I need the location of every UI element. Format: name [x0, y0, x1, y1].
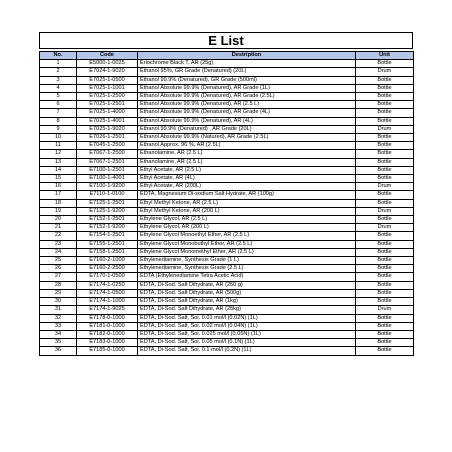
cell-unit: Bottle: [356, 142, 414, 150]
cell-no: 1: [40, 60, 77, 68]
table-row: [40, 322, 414, 330]
cell-unit: Drum: [356, 207, 414, 215]
cell-code: E7025-1-2500: [77, 93, 138, 101]
cell-no: 11: [40, 142, 77, 150]
cell-description: Ethyl Acetate, AR (200L): [138, 183, 356, 191]
cell-description: Ethyl Acetate, AR (4L): [138, 175, 356, 183]
cell-no: 23: [40, 240, 77, 248]
cell-unit: Bottle: [356, 84, 414, 92]
cell-unit: Bottle: [356, 298, 414, 306]
table-row: [40, 207, 414, 215]
cell-description: EDTA, Di-Sod. Salt, Sol. 0.02 mol/l (0.04N) (1L): [138, 322, 356, 330]
cell-code: E7160-2-1000: [77, 257, 138, 265]
cell-code: E7110-1-0100: [77, 191, 138, 199]
cell-no: 12: [40, 150, 77, 158]
table-row: [40, 281, 414, 289]
cell-description: Ethanol 99.9% (Denatured) , AR Grade (20L): [138, 125, 356, 133]
table-row: [40, 134, 414, 142]
cell-no: 8: [40, 117, 77, 125]
cell-no: 30: [40, 298, 77, 306]
cell-no: 2: [40, 68, 77, 76]
cell-description: Ethanol Absolute 99.9% (Denatured), AR (2.5 L): [138, 101, 356, 109]
cell-unit: Bottle: [356, 158, 414, 166]
table-row: [40, 216, 414, 224]
cell-description: EDTA (Ethylenediamine Tetra Acetic Acid): [138, 273, 356, 281]
cell-description: Ethylene Glycol, AR (2.5 L): [138, 216, 356, 224]
cell-description: Ethanol Absolute 99.9% (Denatured), AR Grade (1L): [138, 84, 356, 92]
cell-unit: Bottle: [356, 347, 414, 355]
cell-code: E7100-1-4001: [77, 175, 138, 183]
cell-code: E7025-1-4001: [77, 117, 138, 125]
cell-description: Eriochrome Black T, AR (25g): [138, 60, 356, 68]
cell-code: E7026-1-2501: [77, 134, 138, 142]
cell-code: E7125-1-9200: [77, 207, 138, 215]
cell-no: 19: [40, 207, 77, 215]
cell-description: Ethanol Approx. 96 %, AR (2.5L): [138, 142, 356, 150]
cell-unit: Bottle: [356, 240, 414, 248]
table-row: [40, 191, 414, 199]
cell-unit: Bottle: [356, 322, 414, 330]
table-row: [40, 347, 414, 355]
table-row: [40, 93, 414, 101]
table-row: [40, 298, 414, 306]
product-sheet: [39, 32, 413, 356]
table-row: [40, 76, 414, 84]
header-description: Destription: [138, 52, 356, 60]
cell-description: EDTA, Di-Sod. Salt, Sol. 0.025 mol/l (0.05N) (1L): [138, 330, 356, 338]
cell-unit: Bottle: [356, 289, 414, 297]
cell-no: 16: [40, 183, 77, 191]
table-row: [40, 109, 414, 117]
table-row: [40, 142, 414, 150]
cell-description: Ethyl Methyl Ketone, AR (2.5 L): [138, 199, 356, 207]
cell-unit: Drum: [356, 224, 414, 232]
cell-unit: Bottle: [356, 265, 414, 273]
cell-code: E7025-1-4000: [77, 109, 138, 117]
cell-unit: Bottle: [356, 60, 414, 68]
cell-description: EDTA, Di-Sod. Salt, Sol. 0.1 mol/l (0.2N) (1L): [138, 347, 356, 355]
cell-description: Ethylene Glycol Monomethyl Ether, AR (2.5 L): [138, 248, 356, 256]
table-row: [40, 68, 414, 76]
cell-no: 18: [40, 199, 77, 207]
page-title: E List: [39, 32, 413, 49]
cell-description: Ethanol Absolute 99.9% (Denatured), AR Grade (4L): [138, 109, 356, 117]
cell-unit: Drum: [356, 125, 414, 133]
cell-no: 25: [40, 257, 77, 265]
table-row: [40, 150, 414, 158]
table-row: [40, 125, 414, 133]
cell-code: E7045-1-2500: [77, 142, 138, 150]
cell-unit: Bottle: [356, 134, 414, 142]
cell-no: 32: [40, 314, 77, 322]
header-unit: Unit: [356, 52, 414, 60]
cell-description: Ethylene Glycol Monoethyl Ether, AR (2.5 L): [138, 232, 356, 240]
cell-no: 7: [40, 109, 77, 117]
cell-description: Ethyl Acetate, AR (2.5 L): [138, 166, 356, 174]
cell-unit: Bottle: [356, 314, 414, 322]
cell-unit: Drum: [356, 183, 414, 191]
cell-description: Ethanol Absolute 99.9% (Denatured), AR (4L): [138, 117, 356, 125]
cell-unit: Bottle: [356, 150, 414, 158]
cell-code: E7152-1-9200: [77, 224, 138, 232]
cell-description: Ethanolamine, AR (2.5 L): [138, 158, 356, 166]
cell-no: 9: [40, 125, 77, 133]
cell-description: Ethanolamine, AR (2.5 L): [138, 150, 356, 158]
cell-unit: Bottle: [356, 257, 414, 265]
cell-unit: Bottle: [356, 101, 414, 109]
cell-description: EDTA, Di-Sod. Salt, Sol. 0.05 mol/l (0.1N) (1L): [138, 339, 356, 347]
cell-code: E5000-1-0025: [77, 60, 138, 68]
table-row: [40, 183, 414, 191]
cell-code: E7024-1-9020: [77, 68, 138, 76]
cell-code: E7025-1-0500: [77, 76, 138, 84]
cell-code: E7174-1-9025: [77, 306, 138, 314]
cell-unit: Bottle: [356, 109, 414, 117]
table-header-row: [40, 52, 414, 60]
table-row: [40, 248, 414, 256]
cell-unit: Bottle: [356, 93, 414, 101]
cell-unit: Bottle: [356, 117, 414, 125]
cell-code: E7067-1-2500: [77, 150, 138, 158]
cell-description: Ethanol Absolute 99.9% (Natured), AR Grade (2.5L): [138, 134, 356, 142]
cell-description: EDTA, Di-Sod. Salt Dihydrate, AR (500g): [138, 289, 356, 297]
cell-unit: Bottle: [356, 330, 414, 338]
table-row: [40, 117, 414, 125]
table-row: [40, 289, 414, 297]
cell-code: E7160-2-2500: [77, 265, 138, 273]
cell-description: Ethanol 99.9% (Denatured), GR Grade (500ml): [138, 76, 356, 84]
cell-no: 10: [40, 134, 77, 142]
cell-code: E7170-1-0500: [77, 273, 138, 281]
table-row: [40, 166, 414, 174]
cell-no: 17: [40, 191, 77, 199]
cell-code: E7152-1-2501: [77, 216, 138, 224]
cell-unit: Bottle: [356, 166, 414, 174]
cell-no: 24: [40, 248, 77, 256]
cell-description: Ethanol Absolute 99.9% (Denatured), AR Grade (2.5L): [138, 93, 356, 101]
cell-description: EDTA, Di-Sod. Salt, Sol. 0.01 mol/l (0.02N) (1L): [138, 314, 356, 322]
cell-no: 15: [40, 175, 77, 183]
table-row: [40, 232, 414, 240]
cell-unit: Bottle: [356, 339, 414, 347]
cell-code: E7154-1-2501: [77, 232, 138, 240]
cell-description: EDTA, Di-Sod. Salt Dihydrate, AR (1kg): [138, 298, 356, 306]
table-row: [40, 84, 414, 92]
cell-no: 28: [40, 281, 77, 289]
cell-unit: Drum: [356, 306, 414, 314]
cell-code: E7174-1-0250: [77, 281, 138, 289]
cell-no: 33: [40, 322, 77, 330]
table-row: [40, 158, 414, 166]
cell-unit: Drum: [356, 68, 414, 76]
table-row: [40, 306, 414, 314]
cell-description: Ethylenediamine, Synthesis Grade (2.5 L): [138, 265, 356, 273]
cell-unit: Bottle: [356, 232, 414, 240]
cell-unit: Bottle: [356, 191, 414, 199]
cell-description: Ethanol 95%, GR Grade (Denatured) (20L): [138, 68, 356, 76]
table-row: [40, 101, 414, 109]
cell-code: E7100-1-2501: [77, 166, 138, 174]
cell-code: E7174-1-1000: [77, 298, 138, 306]
table-row: [40, 175, 414, 183]
cell-no: 20: [40, 216, 77, 224]
header-no: No.: [40, 52, 77, 60]
cell-no: 5: [40, 93, 77, 101]
cell-no: 3: [40, 76, 77, 84]
cell-no: 26: [40, 265, 77, 273]
table-row: [40, 240, 414, 248]
cell-no: 29: [40, 289, 77, 297]
cell-description: EDTA, Magnesium Di-sodium Salt Hydrate, AR (100g): [138, 191, 356, 199]
cell-code: E7025-1-1001: [77, 84, 138, 92]
cell-unit: Bottle: [356, 175, 414, 183]
cell-no: 4: [40, 84, 77, 92]
cell-description: EDTA, Di-Sod. Salt Dihydrate, AR (25kg): [138, 306, 356, 314]
cell-code: E7185-0-1000: [77, 347, 138, 355]
cell-code: E7178-0-1000: [77, 314, 138, 322]
cell-code: E7182-0-1000: [77, 330, 138, 338]
table-row: [40, 314, 414, 322]
cell-no: 14: [40, 166, 77, 174]
cell-no: 21: [40, 224, 77, 232]
table-row: [40, 60, 414, 68]
table-row: [40, 224, 414, 232]
cell-code: E7174-1-0500: [77, 289, 138, 297]
cell-code: E7025-1-2501: [77, 101, 138, 109]
cell-unit: Bottle: [356, 199, 414, 207]
cell-description: Ethylene Glycol, AR (200 L): [138, 224, 356, 232]
cell-code: E7158-1-2501: [77, 248, 138, 256]
cell-unit: Bottle: [356, 216, 414, 224]
cell-unit: Bottle: [356, 273, 414, 281]
table-row: [40, 273, 414, 281]
cell-unit: Bottle: [356, 76, 414, 84]
cell-code: E7067-1-2501: [77, 158, 138, 166]
table-row: [40, 199, 414, 207]
cell-no: 34: [40, 330, 77, 338]
header-code: Code: [77, 52, 138, 60]
cell-description: Ethylenediamine, Synthesis Grade (1 L): [138, 257, 356, 265]
product-table: [39, 51, 414, 356]
cell-no: 36: [40, 347, 77, 355]
table-row: [40, 257, 414, 265]
cell-no: 22: [40, 232, 77, 240]
table-row: [40, 330, 414, 338]
cell-code: E7025-1-9020: [77, 125, 138, 133]
cell-unit: Bottle: [356, 281, 414, 289]
cell-no: 13: [40, 158, 77, 166]
cell-description: EDTA, Di-Sod. Salt Dihydrate, AR (250 g): [138, 281, 356, 289]
cell-no: 6: [40, 101, 77, 109]
cell-code: E7183-0-1000: [77, 339, 138, 347]
cell-no: 35: [40, 339, 77, 347]
table-row: [40, 265, 414, 273]
cell-unit: Bottle: [356, 248, 414, 256]
cell-code: E7155-1-2501: [77, 240, 138, 248]
cell-description: Ethylene Glycol Monobuthyl Ether, AR (2.5 L): [138, 240, 356, 248]
cell-no: 27: [40, 273, 77, 281]
cell-code: E7125-1-2501: [77, 199, 138, 207]
cell-code: E7100-1-9200: [77, 183, 138, 191]
cell-description: Ethyl Methyl Ketone, AR (200 L): [138, 207, 356, 215]
cell-code: E7181-0-1000: [77, 322, 138, 330]
cell-no: 31: [40, 306, 77, 314]
table-body: [40, 60, 414, 355]
table-row: [40, 339, 414, 347]
